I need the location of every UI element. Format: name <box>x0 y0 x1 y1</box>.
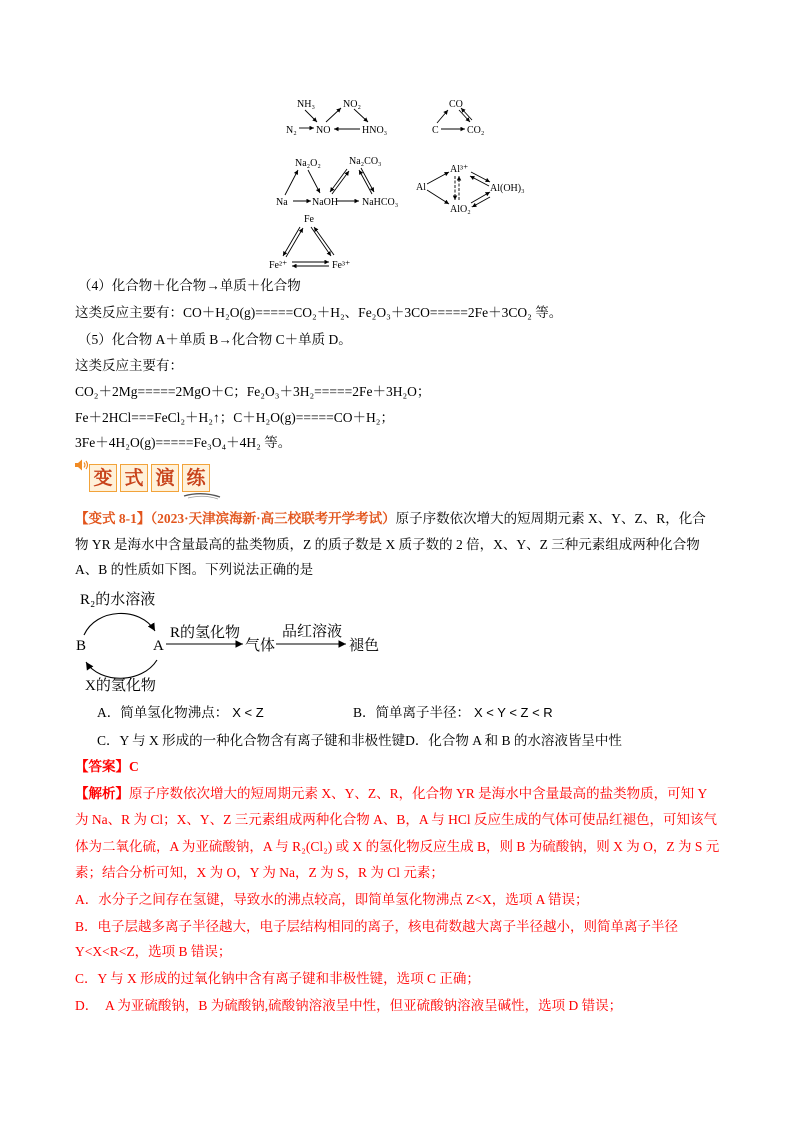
banner-swoosh <box>182 490 222 500</box>
label-nahco3: NaHCO₃ <box>362 197 399 208</box>
banner-char: 练 <box>182 464 210 492</box>
arrow-nahco3-na2co3 <box>359 170 372 194</box>
answer-value: C <box>129 759 139 774</box>
option-a[interactable] <box>97 704 264 722</box>
question-tag: 【变式 8-1】 <box>75 511 151 526</box>
analysis-point-b-cont: Y<X<R<Z，选项 B 错误； <box>75 944 232 959</box>
equation-line: 3Fe＋4H₂O(g)=====Fe₃O₄＋4H₂ 等。 <box>75 435 292 450</box>
arrow-nh3-no <box>305 110 317 122</box>
arrow-fe3-fe <box>314 227 334 255</box>
figure-result: 褪色 <box>349 638 380 654</box>
option-d[interactable] <box>405 733 622 748</box>
question-line <box>75 510 706 528</box>
practice-banner <box>74 458 224 502</box>
option-text: Y 与 X 形成的一种化合物含有离子键和非极性键 <box>119 733 406 748</box>
label-hno3: HNO₃ <box>362 125 388 136</box>
banner-char: 式 <box>120 464 148 492</box>
options-row-cd <box>97 732 622 750</box>
arrow-na2co3-nahco3 <box>361 168 374 192</box>
arrow-na2co3-naoh <box>330 169 347 192</box>
option-label: C． <box>97 733 120 748</box>
arrow-fe-fe2 <box>283 227 300 256</box>
option-text: 简单氢化物沸点： <box>120 705 229 720</box>
label-fe: Fe <box>304 214 314 225</box>
label-fe3: Fe³⁺ <box>332 260 351 271</box>
analysis-line: 为 Na、R 为 Cl；X、Y、Z 三元素组成两种化合物 A、B，A 与 HCl 反应生成的气体可使品红褪色，可知该气 <box>75 812 718 827</box>
figure-node-b: B <box>76 638 87 654</box>
analysis-point-d: D． A 为亚硫酸钠，B 为硫酸钠,硫酸钠溶液呈中性，但亚硫酸钠溶液呈碱性，选项 D 错误； <box>75 998 623 1013</box>
label-c: C <box>432 125 439 136</box>
option-label: D． <box>405 733 429 748</box>
arrow-no-no2 <box>326 108 341 122</box>
figure-gas: 气体 <box>245 638 276 654</box>
analysis-line: 体为二氧化硫，A 为亚硫酸钠，A 与 R₂(Cl₂) 或 X 的氢化物反应生成 B，则 B 为硫酸钠，则 X 为 O，Z 为 S 元 <box>75 839 720 854</box>
arrow-b-to-a-top <box>84 613 155 635</box>
question-source: （2023·天津滨海新·高三校联考开学考试） <box>150 511 396 526</box>
analysis-point-c: C．Y 与 X 形成的过氧化钠中含有离子键和非极性键，选项 C 正确； <box>75 971 480 986</box>
arrow-na2o2-naoh <box>308 170 320 193</box>
arrow-al-alo2 <box>427 190 449 204</box>
analysis-text: 原子序数依次增大的短周期元素 X、Y、Z、R，化合物 YR 是海水中含量最高的盐类物质，可知 Y <box>129 786 708 801</box>
question-line: A、B 的性质如下图。下列说法正确的是 <box>75 562 314 577</box>
analysis-tag: 【解析】 <box>75 786 129 801</box>
label-aloh3: Al(OH)₃ <box>490 183 525 194</box>
label-fe2: Fe²⁺ <box>269 260 288 271</box>
figure-bottom-label: X的氢化物 <box>85 678 156 694</box>
arrow-a-to-b-bottom <box>86 660 157 678</box>
figure-reagent-1: R的氢化物 <box>170 625 241 641</box>
figure-reagent-2: 品红溶液 <box>282 624 343 640</box>
answer-line <box>75 758 139 776</box>
equation-line: CO₂＋2Mg=====2MgO＋C；Fe₂O₃＋3H₂=====2Fe＋3H₂O； <box>75 384 431 399</box>
arrow-alo2-aloh3 <box>471 192 490 203</box>
label-naoh: NaOH <box>312 197 339 208</box>
label-nh3: NH₃ <box>297 99 315 110</box>
figure-top-label: R₂的水溶液 <box>80 592 156 608</box>
option-label: B． <box>353 705 376 720</box>
arrow-fe2-fe <box>286 228 303 257</box>
speaker-icon <box>74 458 90 472</box>
section5-heading: （5）化合物 A＋单质 B→化合物 C＋单质 D。 <box>78 332 352 347</box>
arrow-c-co <box>437 110 448 123</box>
arrow-al3-aloh3 <box>471 172 490 182</box>
banner-char: 演 <box>151 464 179 492</box>
label-co2: CO₂ <box>467 125 485 136</box>
label-al3: Al³⁺ <box>450 164 469 175</box>
arrow-fe-fe3 <box>311 227 331 256</box>
analysis-line: 素；结合分析可知，X 为 O，Y 为 Na，Z 为 S，R 为 Cl 元素； <box>75 865 444 880</box>
option-c[interactable] <box>97 733 405 748</box>
option-formula: X < Y < Z < R <box>474 705 553 720</box>
equation-line: Fe＋2HCl===FeCl₂＋H₂↑；C＋H₂O(g)=====CO＋H₂； <box>75 410 394 425</box>
option-formula: X < Z <box>232 705 264 720</box>
label-al: Al <box>416 182 426 193</box>
label-no: NO <box>316 125 331 136</box>
section4-text: 这类反应主要有：CO＋H₂O(g)=====CO₂＋H₂、Fe₂O₃＋3CO=====2Fe＋3CO₂ 等。 <box>75 305 563 320</box>
banner-char: 变 <box>89 464 117 492</box>
section4-heading: （4）化合物＋化合物→单质＋化合物 <box>78 278 301 293</box>
arrow-al-al3 <box>427 172 449 184</box>
arrow-naoh-na2co3 <box>332 171 349 194</box>
label-na2co3: Na₂CO₃ <box>349 156 382 167</box>
arrow-aloh3-al3 <box>470 176 489 186</box>
arrow-na-na2o2 <box>285 170 298 195</box>
question-stem-text: 原子序数依次增大的短周期元素 X、Y、Z、R，化合 <box>395 511 706 526</box>
option-label: A． <box>97 705 121 720</box>
label-n2: N₂ <box>286 125 297 136</box>
option-b[interactable] <box>353 704 553 722</box>
analysis-point-b: B．电子层越多离子半径越大，电子层结构相同的离子，核电荷数越大离子半径越小，则简单离子半径 <box>75 919 679 934</box>
question-figure <box>60 585 400 697</box>
reaction-diagrams <box>0 0 800 280</box>
label-co: CO <box>449 99 463 110</box>
question-line: 物 YR 是海水中含量最高的盐类物质，Z 的质子数是 X 质子数的 2 倍，X、Y、Z 三种元素组成两种化合物 <box>75 537 700 552</box>
option-text: 简单离子半径： <box>375 705 471 720</box>
analysis-line <box>75 785 707 803</box>
analysis-point-a: A．水分子之间存在氢键，导致水的沸点较高，即简单氢化物沸点 Z<X，选项 A 错误； <box>75 892 589 907</box>
section5-intro: 这类反应主要有： <box>75 358 183 373</box>
figure-node-a: A <box>153 638 164 654</box>
label-na: Na <box>276 197 288 208</box>
option-text: 化合物 A 和 B 的水溶液皆呈中性 <box>428 733 622 748</box>
arrow-no2-hno3 <box>354 109 368 122</box>
label-alo2: AlO₂⁻ <box>450 204 476 215</box>
label-na2o2: Na₂O₂ <box>295 158 321 169</box>
answer-tag: 【答案】 <box>75 759 129 774</box>
label-no2: NO₂ <box>343 99 361 110</box>
